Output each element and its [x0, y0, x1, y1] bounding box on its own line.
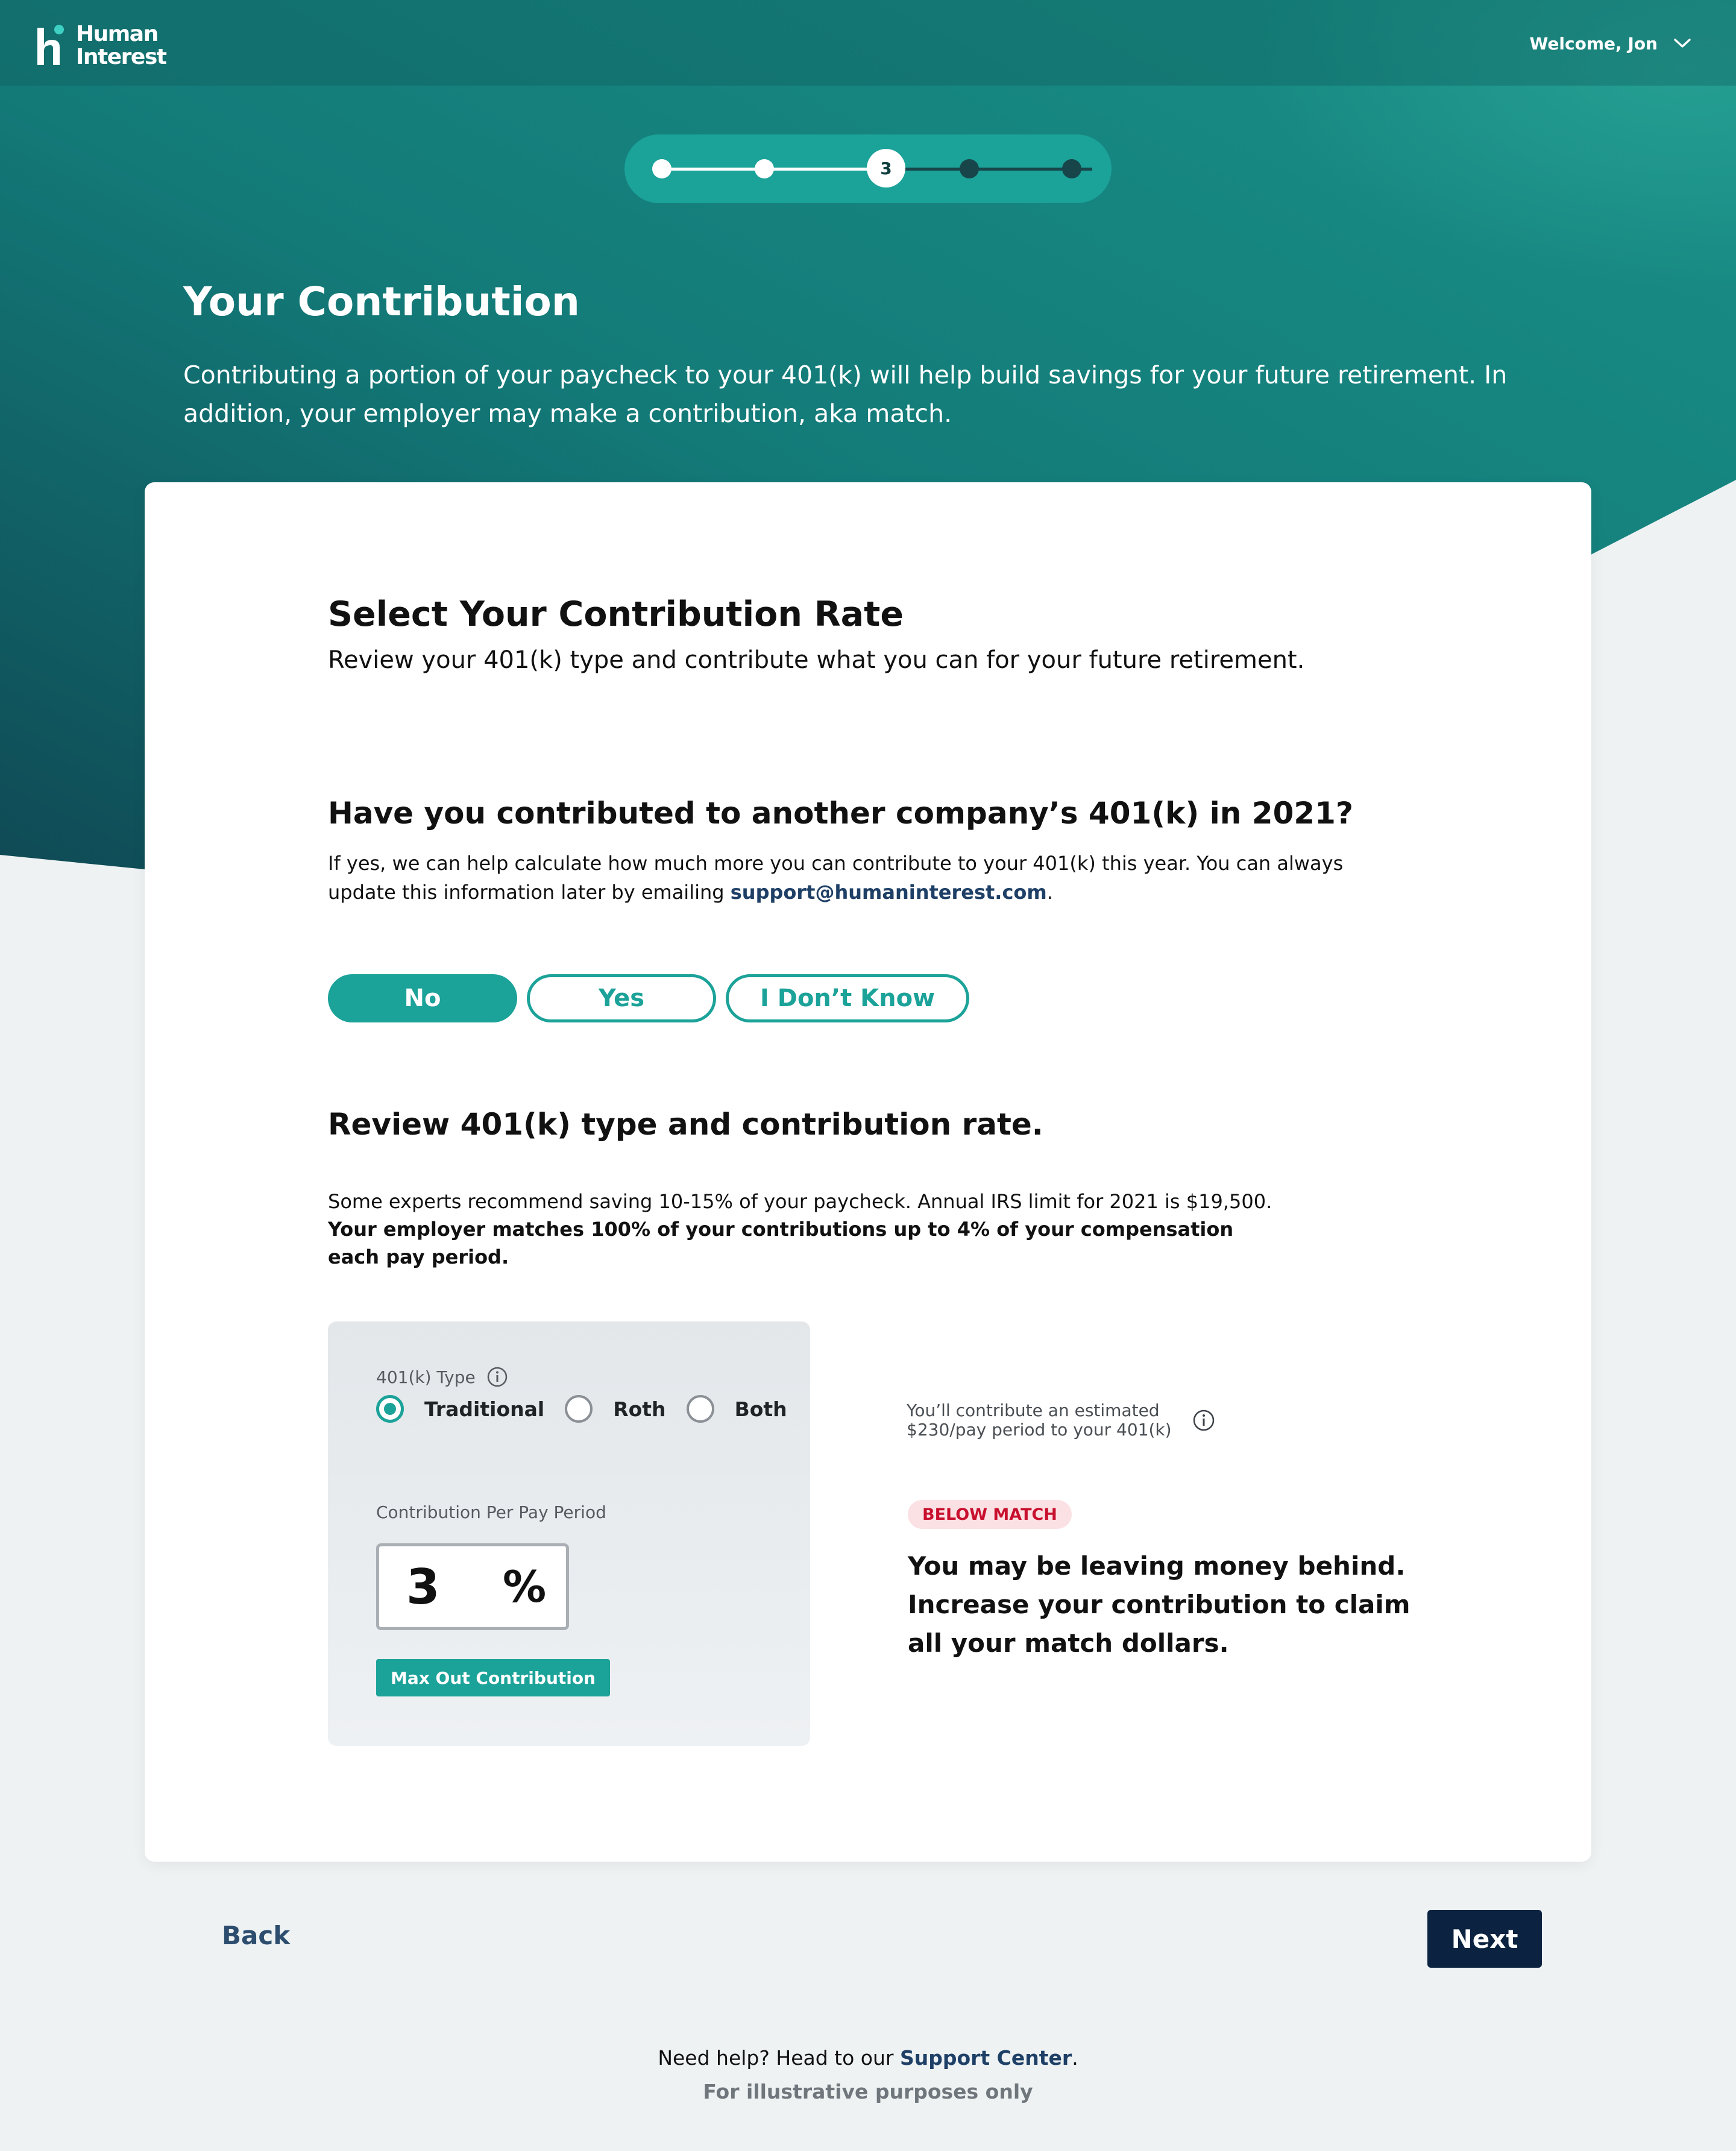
progress-stepper — [624, 134, 1112, 203]
top-navigation-bar — [0, 0, 1736, 86]
step-1-dot — [652, 159, 671, 178]
contribution-panel — [328, 1321, 810, 1746]
logo-h-icon — [37, 24, 66, 66]
roth-label: Roth — [613, 1397, 666, 1421]
estimate-text — [907, 1401, 1172, 1440]
logo-line-2: Interest — [76, 45, 166, 69]
page-title: Your Contribution — [183, 279, 580, 325]
chevron-down-icon — [1673, 37, 1691, 49]
next-button[interactable]: Next — [1427, 1910, 1542, 1968]
user-menu[interactable] — [1530, 31, 1691, 55]
employer-match-note: Your employer matches 100% of your contributions up to 4% of your compensation each pay period. — [328, 1218, 1234, 1268]
help-text — [0, 2046, 1736, 2070]
step-line-done — [663, 168, 888, 171]
401k-type-label — [376, 1366, 508, 1388]
401k-type-radio-group — [376, 1395, 808, 1423]
support-center-link[interactable]: Support Center — [899, 2046, 1072, 2070]
contribution-rate-input[interactable] — [376, 1543, 569, 1630]
page-intro: Contributing a portion of your paycheck to your 401(k) will help build savings for your future retirement. In addition, your employer may make a contribution, aka match. — [183, 361, 1508, 428]
review-description — [328, 1188, 1280, 1271]
step-2-dot — [755, 159, 774, 178]
contribution-rate-label: Contribution Per Pay Period — [376, 1502, 606, 1522]
answer-dont-know-button[interactable]: I Don’t Know — [726, 974, 969, 1022]
back-button[interactable]: Back — [222, 1921, 291, 1950]
step-4-dot — [960, 159, 979, 178]
type-roth-option[interactable] — [565, 1395, 665, 1423]
percent-sign: % — [503, 1561, 547, 1612]
below-match-badge: BELOW MATCH — [908, 1500, 1072, 1529]
match-warning-line-3: all your match dollars. — [908, 1628, 1229, 1658]
answer-no-button[interactable]: No — [328, 974, 517, 1022]
401k-type-label-text: 401(k) Type — [376, 1367, 476, 1387]
both-label: Both — [734, 1397, 787, 1421]
human-interest-logo[interactable] — [37, 23, 176, 68]
contribution-estimate — [907, 1401, 1215, 1440]
card-title: Select Your Contribution Rate — [328, 594, 904, 634]
estimate-info-icon[interactable] — [1192, 1409, 1215, 1432]
contribution-card — [145, 482, 1591, 1862]
prior-401k-description-end: . — [1046, 881, 1053, 904]
estimate-line-2: $230/pay period to your 401(k) — [907, 1420, 1172, 1440]
welcome-text: Welcome, Jon — [1529, 33, 1658, 54]
type-traditional-option[interactable] — [376, 1395, 544, 1423]
traditional-label: Traditional — [424, 1397, 545, 1421]
prior-401k-question: Have you contributed to another company’s 401(k) in 2021? — [328, 796, 1353, 831]
match-warning — [908, 1547, 1426, 1663]
step-line-todo — [886, 168, 1092, 171]
step-5-dot — [1062, 159, 1081, 178]
match-warning-line-1: You may be leaving money behind. — [908, 1551, 1406, 1581]
help-prefix: Need help? Head to our — [658, 2046, 900, 2070]
logo-wordmark — [76, 23, 166, 69]
help-suffix: . — [1072, 2046, 1078, 2070]
contribution-rate-value: 3 — [406, 1558, 440, 1615]
step-3-current: 3 — [867, 149, 905, 187]
review-description-text: Some experts recommend saving 10-15% of your paycheck. Annual IRS limit for 2021 is $19,500. — [328, 1190, 1272, 1213]
prior-401k-description-text: If yes, we can help calculate how much more you can contribute to your 401(k) this year. You can always update this information later by emailing — [328, 852, 1344, 904]
match-warning-line-2: Increase your contribution to claim — [908, 1590, 1410, 1619]
type-both-option[interactable] — [687, 1395, 787, 1423]
traditional-radio[interactable] — [376, 1395, 404, 1423]
estimate-line-1: You’ll contribute an estimated — [907, 1400, 1160, 1420]
info-icon[interactable] — [486, 1366, 508, 1388]
review-section-title: Review 401(k) type and contribution rate. — [328, 1107, 1043, 1142]
max-out-contribution-button[interactable]: Max Out Contribution — [376, 1659, 610, 1696]
support-email-link[interactable]: support@humaninterest.com — [730, 881, 1047, 904]
roth-radio[interactable] — [565, 1395, 593, 1423]
disclaimer: For illustrative purposes only — [703, 2080, 1033, 2103]
card-subtitle: Review your 401(k) type and contribute what you can for your future retirement. — [328, 646, 1305, 674]
both-radio[interactable] — [687, 1395, 714, 1423]
prior-401k-description — [328, 849, 1413, 907]
logo-line-1: Human — [76, 22, 158, 46]
answer-yes-button[interactable]: Yes — [527, 974, 716, 1022]
